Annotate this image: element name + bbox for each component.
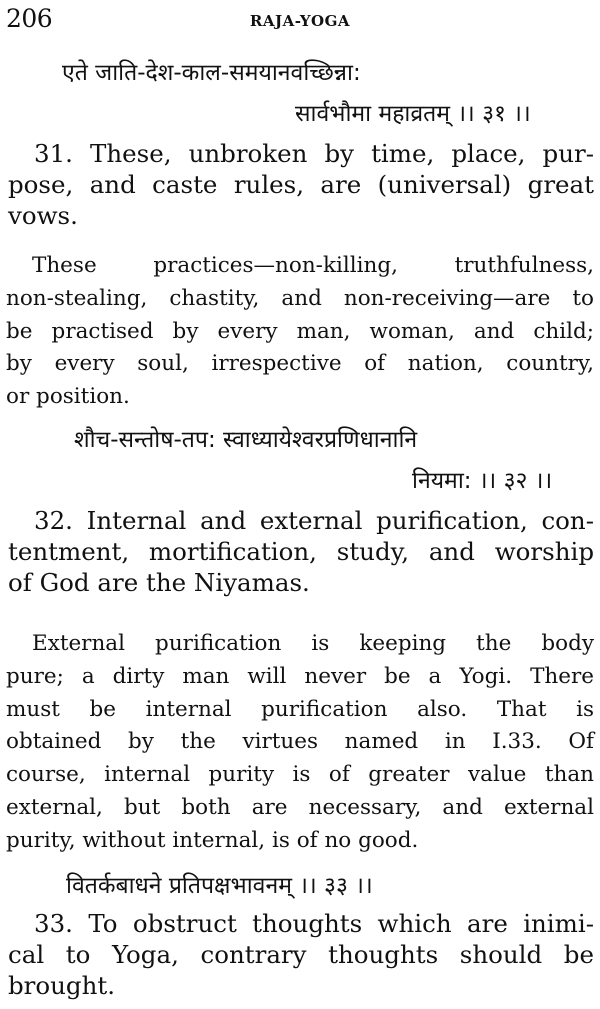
sanskrit-sutra-32-line-1: शौच-सन्तोष-तप: स्वाध्यायेश्वरप्रणिधानानि [74, 427, 418, 453]
commentary-line: obtained by the virtues named in I.33. Of [6, 729, 594, 755]
sanskrit-sutra-31-line-1: एते जाति-देश-काल-समयानवच्छिन्ना: [62, 60, 361, 86]
sutra-31-translation-line: vows. [8, 201, 78, 230]
sutra-31-translation-line: pose, and caste rules, are (universal) great [8, 170, 594, 199]
commentary-line: or position. [6, 384, 130, 410]
sutra-31-translation-line: 31. These, unbroken by time, place, pur- [34, 139, 594, 168]
sanskrit-sutra-31-line-2: सार्वभौमा महाव्रतम् ।। ३१ ।। [295, 101, 531, 127]
page-header [6, 4, 594, 38]
sutra-33-translation-line: 33. To obstruct thoughts which are inimi- [34, 909, 594, 938]
page-number: 206 [6, 4, 53, 33]
commentary-line: by every soul, irrespective of nation, country, [6, 351, 594, 377]
sanskrit-sutra-32-line-2: नियमा: ।। ३२ ।। [412, 468, 553, 494]
commentary-line: pure; a dirty man will never be a Yogi. There [6, 663, 594, 689]
sanskrit-sutra-33-line-1: वितर्कबाधने प्रतिपक्षभावनम् ।। ३३ ।। [66, 873, 373, 899]
sutra-32-translation-line: 32. Internal and external purification, con- [34, 506, 594, 535]
commentary-line: External purification is keeping the body [32, 631, 594, 656]
commentary-line: purity, without internal, is of no good. [6, 827, 419, 853]
commentary-line: non-stealing, chastity, and non-receiving—are to [6, 285, 594, 311]
commentary-line: These practices—non-killing, truthfulness, [32, 253, 594, 278]
commentary-line: be practised by every man, woman, and child; [6, 318, 594, 344]
commentary-line: course, internal purity is of greater value than [6, 762, 594, 788]
sutra-31-commentary [6, 250, 594, 414]
sutra-32-commentary [6, 628, 594, 858]
sutra-33-translation-line: brought. [8, 971, 116, 1000]
sutra-32-translation-line: tentment, mortification, study, and worship [8, 537, 594, 566]
sutra-32-translation [8, 505, 594, 598]
sutra-31-translation [8, 138, 594, 231]
sutra-33-translation-line: cal to Yoga, contrary thoughts should be [8, 940, 594, 969]
sutra-33-translation [8, 908, 594, 1001]
commentary-line: external, but both are necessary, and external [6, 794, 594, 820]
commentary-line: must be internal purification also. That is [6, 696, 594, 722]
sutra-32-translation-line: of God are the Niyamas. [8, 568, 310, 597]
running-head: RAJA-YOGA [249, 12, 351, 30]
